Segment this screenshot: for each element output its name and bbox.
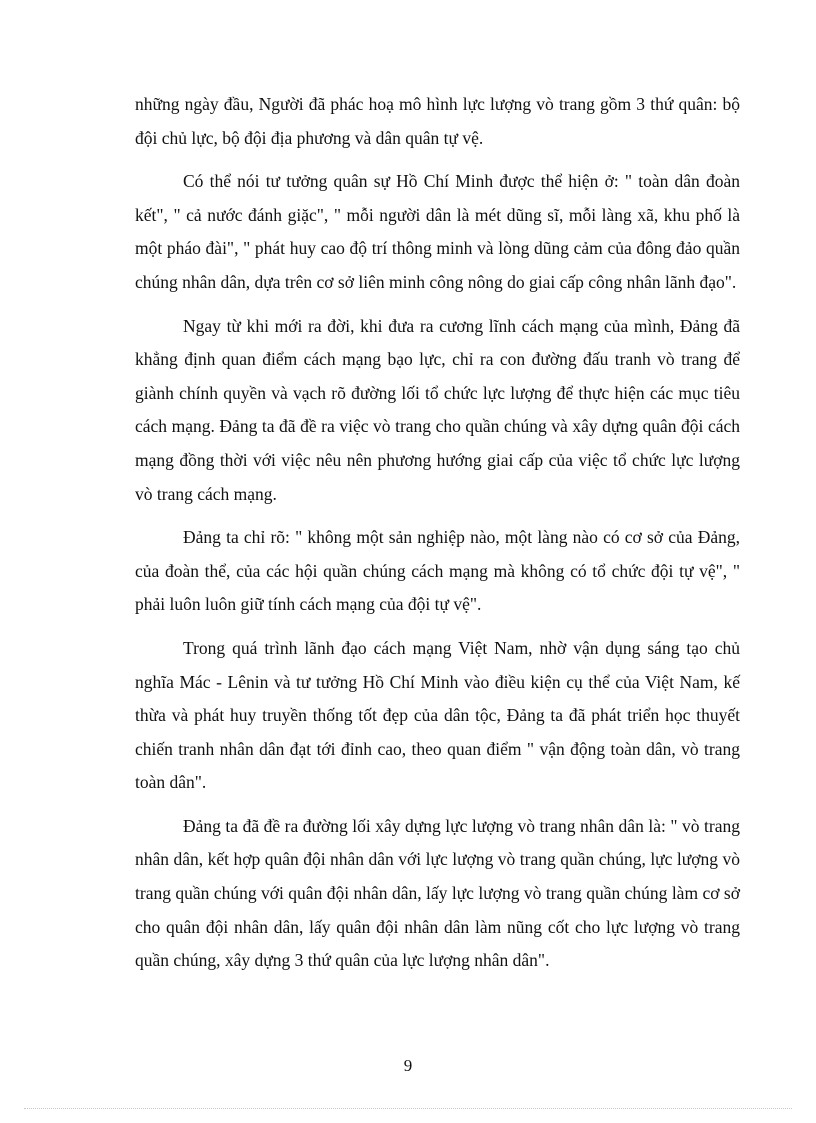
page-bottom-divider bbox=[24, 1108, 792, 1109]
document-body bbox=[135, 88, 740, 978]
paragraph-4: Đảng ta chỉ rõ: " không một sản nghiệp nào, một làng nào có cơ sở của Đảng, của đoàn thể, của các hội quần chúng cách mạng mà không có tổ chức đội tự vệ", " phải luôn luôn giữ tính cách mạng của đội tự vệ". bbox=[135, 527, 740, 615]
page-number: 9 bbox=[403, 1056, 413, 1075]
paragraph-5: Trong quá trình lãnh đạo cách mạng Việt Nam, nhờ vận dụng sáng tạo chủ nghĩa Mác - Lênin và tư tưởng Hồ Chí Minh vào điều kiện cụ thể của Việt Nam, kế thừa và phát huy truyền thống tốt đẹp của dân tộc, Đảng ta đã phát triển học thuyết chiến tranh nhân dân đạt tới đỉnh cao, theo quan điểm " vận động toàn dân, vò trang toàn dân". bbox=[135, 637, 740, 793]
paragraph-3: Ngay từ khi mới ra đời, khi đưa ra cương lĩnh cách mạng của mình, Đảng đã khẳng định quan điểm cách mạng bạo lực, chỉ ra con đường đấu tranh vò trang để giành chính quyền và vạch rõ đường lối tổ chức lực lượng để thực hiện các mục tiêu cách mạng. Đảng ta đã đề ra việc vò trang cho quần chúng và xây dựng quân đội cách mạng đồng thời với việc nêu nên phương hướng giai cấp của việc tổ chức lực lượng vò trang cách mạng. bbox=[135, 315, 740, 504]
paragraph-2: Có thể nói tư tưởng quân sự Hồ Chí Minh được thể hiện ở: " toàn dân đoàn kết", " cả nước đánh giặc", " mỗi người dân là mét dũng sĩ, mỗi làng xã, khu phố là một pháo đài", " phát huy cao độ trí thông minh và lòng dũng cảm của đông đảo quần chúng nhân dân, dựa trên cơ sở liên minh công nông do giai cấp công nhân lãnh đạo". bbox=[135, 171, 740, 292]
paragraph-continuation: những ngày đầu, Người đã phác hoạ mô hình lực lượng vò trang gồm 3 thứ quân: bộ đội chủ lực, bộ đội địa phương và dân quân tự vệ. bbox=[135, 94, 740, 148]
paragraph-6: Đảng ta đã đề ra đường lối xây dựng lực lượng vò trang nhân dân là: " vò trang nhân dân, kết hợp quân đội nhân dân với lực lượng vò trang quần chúng, lực lượng vò trang quần chúng với quân đội nhân dân, lấy lực lượng vò trang quần chúng làm cơ sở cho quân đội nhân dân, lấy quân đội nhân dân làm nũng cốt cho lực lượng vò trang quần chúng, xây dựng 3 thứ quân của lực lượng nhân dân". bbox=[135, 815, 740, 971]
